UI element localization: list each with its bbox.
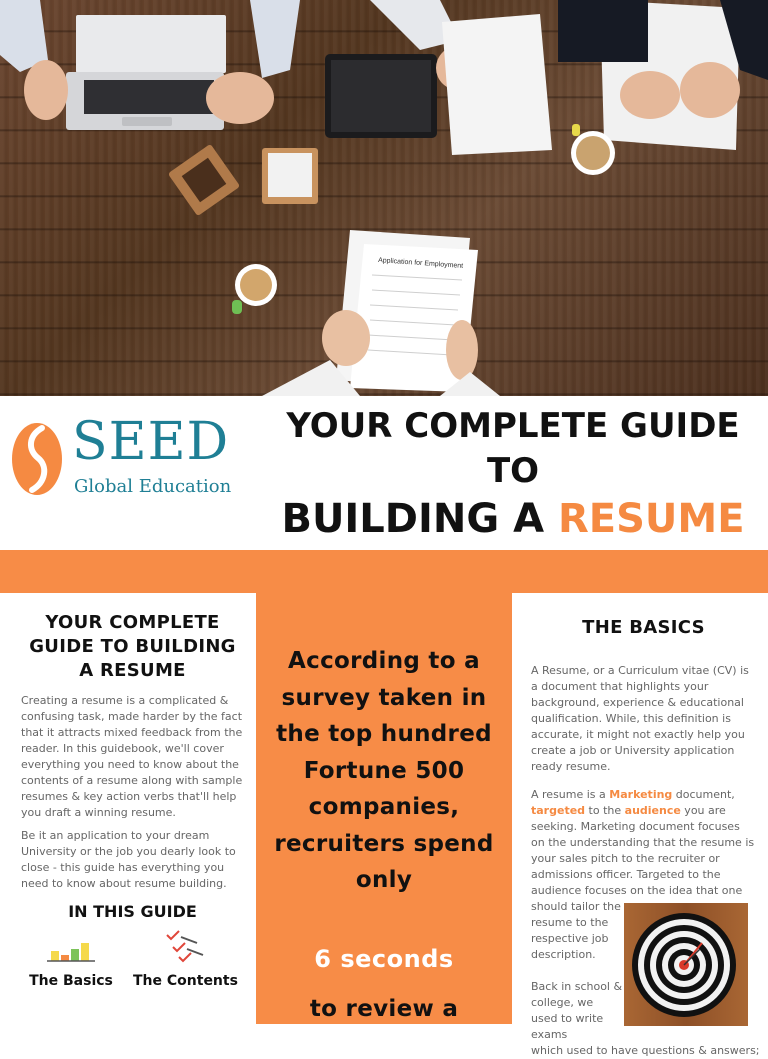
basics-column — [512, 593, 768, 1057]
wrapped-paragraph-tail: which used to have questions & answers; — [531, 1044, 760, 1057]
dartboard-image — [624, 903, 748, 1026]
guide-item-basics[interactable] — [21, 929, 121, 989]
application-form-title: Application for Employment — [377, 257, 464, 270]
intro-heading: YOUR COMPLETE GUIDE TO BUILDING A RESUME — [29, 612, 236, 681]
intro-paragraph-2: Be it an application to your dream University or the job you dearly look to close - this guide has everything you need to know about resume building. — [21, 829, 236, 890]
title-line-3-prefix: BUILDING A — [281, 496, 558, 542]
basics-paragraph-1: A Resume, or a Curriculum vitae (CV) is a document that highlights your background, experience & educational qualification. While, this definition is accurate, it might not exactly help you create a job or University application ready resume. — [531, 664, 749, 773]
text-with-image — [531, 899, 760, 1059]
keyword-targeted: targeted — [531, 804, 586, 817]
laptop — [66, 15, 226, 130]
title-line-2: TO — [486, 451, 540, 491]
statistic-continuation: to review a — [309, 996, 459, 1022]
intro-column — [0, 593, 256, 1024]
logo-brand-name: SEED — [72, 412, 230, 472]
keyword-audience: audience — [624, 804, 681, 817]
text-run: document, — [672, 788, 735, 801]
wrapped-paragraph-2: Back in school & college, we used to write exams — [531, 980, 623, 1041]
dartboard-icon — [624, 903, 748, 1026]
seconds-highlight: 6 seconds — [314, 945, 454, 973]
keyword-marketing: Marketing — [609, 788, 673, 801]
title-line-3 — [258, 494, 768, 544]
guide-contents — [21, 921, 244, 1001]
hero-photo — [0, 0, 768, 396]
text-run: you are seeking. Marketing document focuses on the understanding that the resume is your sales pitch to the recruiter or admissions officer. Targeted to the audience focuses on the idea that one — [531, 804, 755, 897]
page-title — [258, 404, 768, 544]
survey-statistic-text: According to a survey taken in the top hundred Fortune 500 companies, recruiters spend only — [274, 648, 494, 893]
guide-item-contents[interactable] — [133, 929, 238, 989]
intro-paragraph-1: Creating a resume is a complicated & confusing task, made harder by the fact that it attracts mixed feedback from the reader. In this guidebook, we'll cover everything you need to know about the contents of a resume along with sample resumes & key action verbs that'll help you draft a winning resume. — [21, 694, 243, 819]
seed-logo-mark-icon — [10, 420, 64, 496]
guide-item-label: The Contents — [133, 973, 238, 989]
bar-chart-icon — [41, 929, 101, 965]
wrapped-paragraph-1: should tailor the resume to the respective job description. — [531, 900, 621, 961]
title-line-1: YOUR COMPLETE GUIDE — [286, 406, 740, 446]
seed-logo — [10, 412, 250, 502]
logo-subtitle: Global Education — [74, 476, 232, 497]
text-run: to the — [585, 804, 625, 817]
wrapped-text — [531, 899, 623, 1043]
basics-heading: THE BASICS — [582, 617, 705, 638]
basics-paragraph-2 — [531, 787, 756, 899]
in-this-guide-heading: IN THIS GUIDE — [68, 902, 197, 921]
statistic-column — [256, 593, 512, 1024]
text-run: A resume is a — [531, 788, 610, 801]
guide-item-label: The Basics — [29, 973, 113, 989]
checklist-icon — [153, 929, 213, 965]
title-accent-word: RESUME — [558, 496, 745, 542]
orange-divider — [0, 550, 768, 593]
desk-scene-illustration — [0, 0, 768, 396]
